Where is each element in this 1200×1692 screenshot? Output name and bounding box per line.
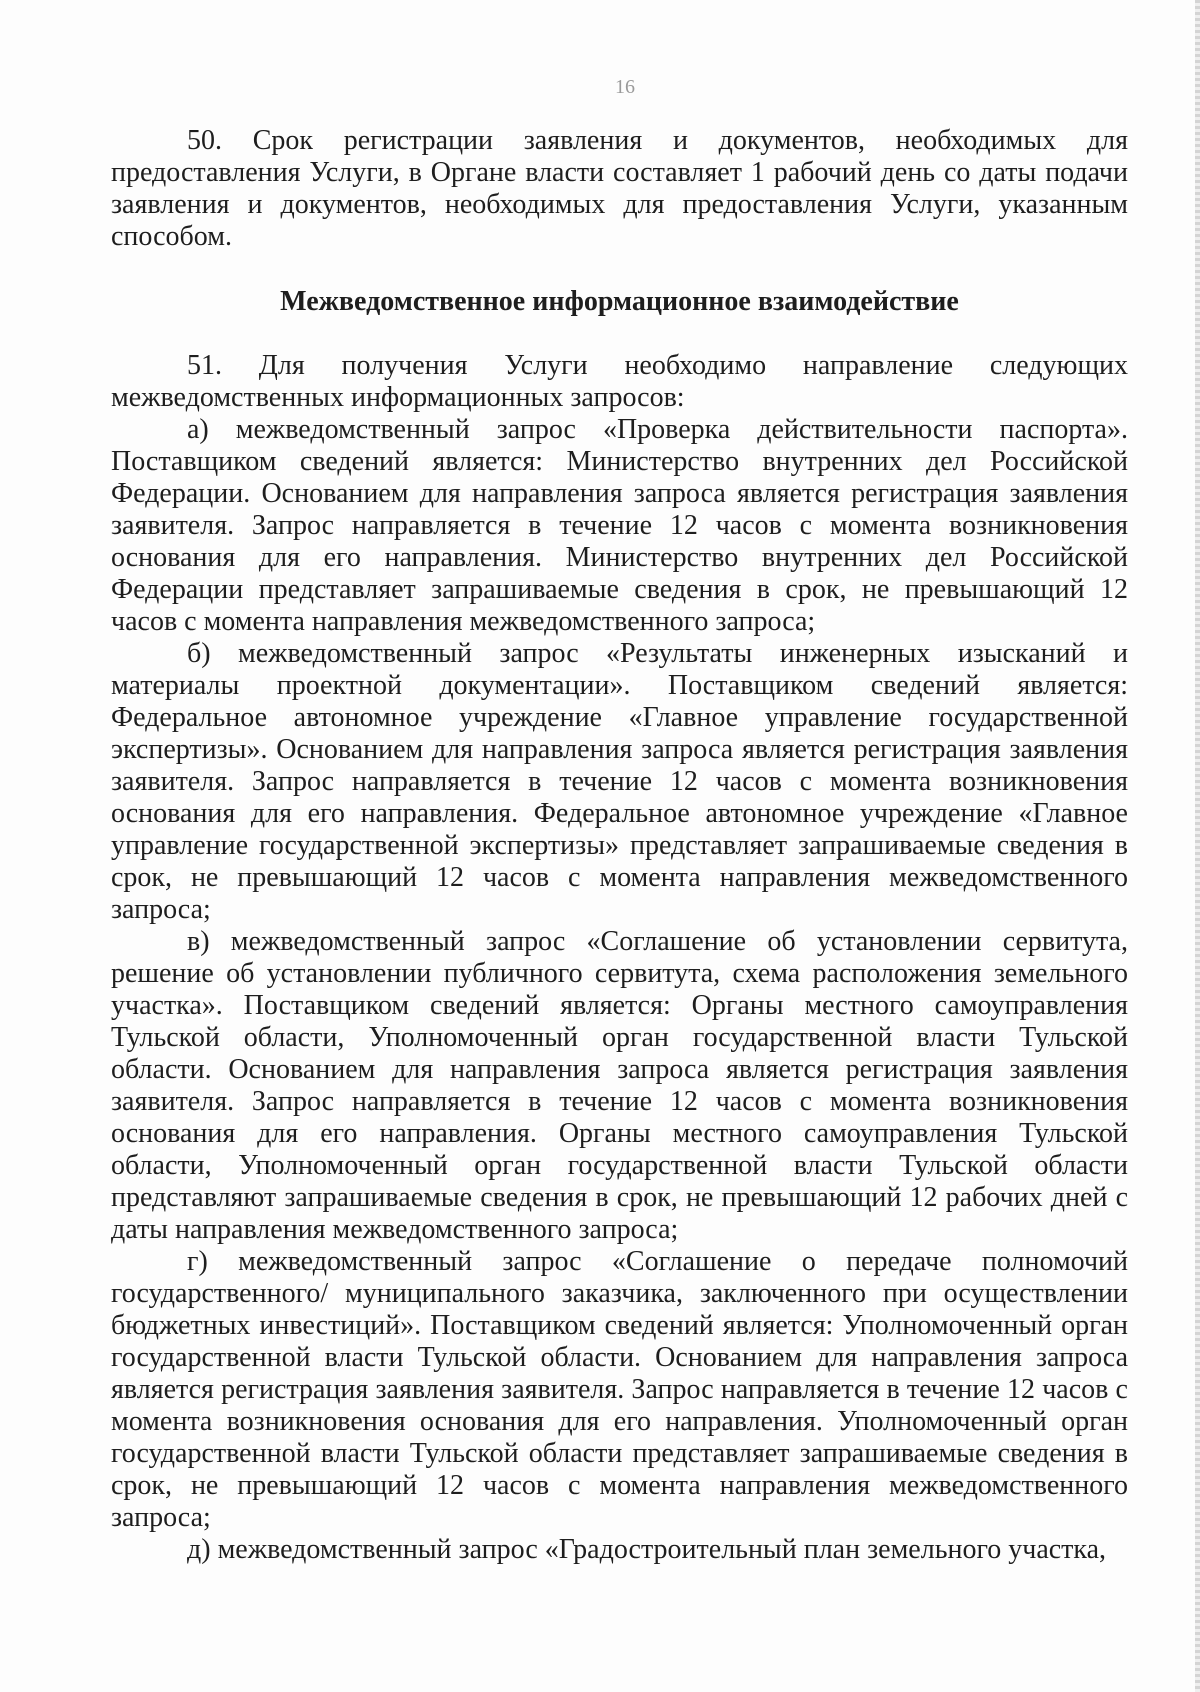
list-item-v: в) межведомственный запрос «Соглашение об установлении сервитута, решение об установлении публичного сервитута, схема расположения земельного участка». Поставщиком сведений является: Органы местного самоуправления Тульской области, Уполномоченный орган государственной власти Тульской области. Основанием для направления запроса является регистрация заявления заявителя. Запрос направляется в течение 12 часов с момента возникновения основания для его направления. Органы местного самоуправления Тульской области, Уполномоченный орган государственной власти Тульской области представляют запрашиваемые сведения в срок, не превышающий 12 рабочих дней с даты направления межведомственного запроса; xyxy=(111,926,1128,1245)
page-number: 16 xyxy=(615,76,635,98)
scan-edge xyxy=(1195,0,1200,1692)
section-heading: Межведомственное информационное взаимодействие xyxy=(280,286,959,317)
list-item-a: а) межведомственный запрос «Проверка действительности паспорта». Поставщиком сведений является: Министерство внутренних дел Российской Федерации. Основанием для направления запроса является регистрация заявления заявителя. Запрос направляется в течение 12 часов с момента возникновения основания для его направления. Министерство внутренних дел Российской Федерации представляет запрашиваемые сведения в срок, не превышающий 12 часов с момента направления межведомственного запроса; xyxy=(111,414,1128,637)
paragraph-50: 50. Срок регистрации заявления и документов, необходимых для предоставления Услуги, в Органе власти составляет 1 рабочий день со даты подачи заявления и документов, необходимых для предоставления Услуги, указанным способом. xyxy=(111,125,1128,252)
list-item-d: д) межведомственный запрос «Градостроительный план земельного участка, xyxy=(187,1534,1107,1565)
list-item-g: г) межведомственный запрос «Соглашение о передаче полномочий государственного/ муниципального заказчика, заключенного при осуществлении бюджетных инвестиций». Поставщиком сведений является: Уполномоченный орган государственной власти Тульской области. Основанием для направления запроса является регистрация заявления заявителя. Запрос направляется в течение 12 часов с момента возникновения основания для его направления. Уполномоченный орган государственной власти Тульской области представляет запрашиваемые сведения в срок, не превышающий 12 часов с момента направления межведомственного запроса; xyxy=(111,1246,1128,1533)
list-item-b: б) межведомственный запрос «Результаты инженерных изысканий и материалы проектной документации». Поставщиком сведений является: Федеральное автономное учреждение «Главное управление государственной экспертизы». Основанием для направления запроса является регистрация заявления заявителя. Запрос направляется в течение 12 часов с момента возникновения основания для его направления. Федеральное автономное учреждение «Главное управление государственной экспертизы» представляет запрашиваемые сведения в срок, не превышающий 12 часов с момента направления межведомственного запроса; xyxy=(111,638,1128,925)
paragraph-51: 51. Для получения Услуги необходимо направление следующих межведомственных информационных запросов: xyxy=(111,350,1128,413)
document-body xyxy=(111,125,1128,1566)
